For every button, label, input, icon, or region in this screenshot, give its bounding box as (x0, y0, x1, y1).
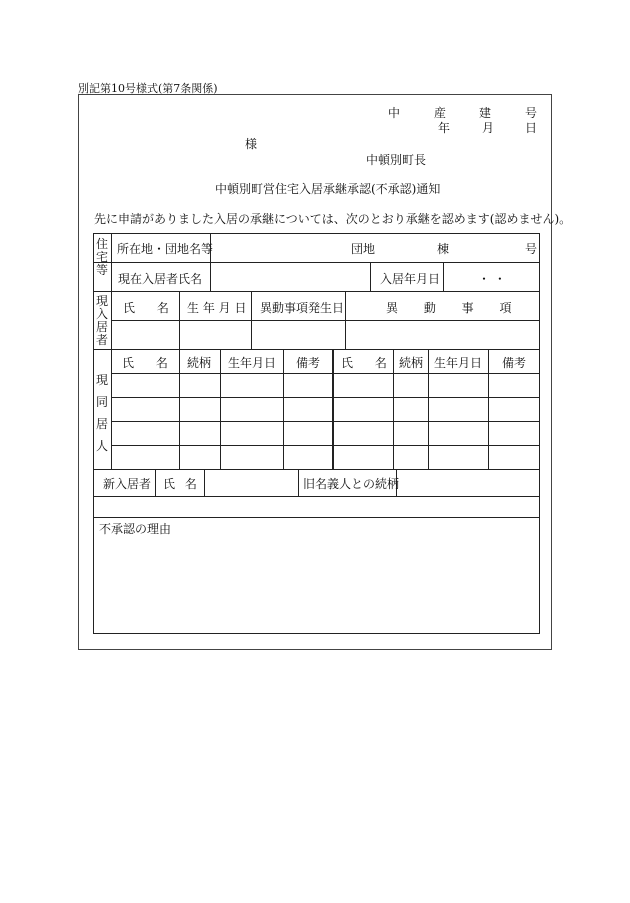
intro-text: 先に申請がありました入居の承継については、次のとおり承継を認めます(認めません)。 (94, 212, 572, 226)
address-unit-danchi: 団地 (351, 242, 376, 256)
date-year: 年 (438, 121, 451, 135)
date-month: 月 (482, 121, 495, 135)
doc-number-char-1: 中 (388, 106, 401, 120)
cohab-relation-header-left: 続柄 (187, 356, 212, 370)
relation-to-former-label: 旧名義人との続柄 (303, 477, 400, 491)
issuer: 中頓別町長 (366, 153, 427, 167)
document-title: 中頓別町営住宅入居承継承認(不承認)通知 (215, 182, 441, 196)
address-label: 所在地・団地名等 (117, 242, 214, 256)
cohab-birth-header-left: 生年月日 (228, 356, 277, 370)
address-unit-room: 号 (525, 242, 538, 256)
current-tenant-section-label: 現 入 居 者 (95, 294, 108, 347)
notice-table (93, 233, 540, 634)
addressee-suffix: 様 (245, 137, 258, 151)
rejection-reason-label: 不承認の理由 (99, 522, 172, 536)
tenant-name-header: 氏 名 (123, 301, 169, 315)
doc-number-char-3: 建 (479, 106, 492, 120)
cohab-birth-header-right: 生年月日 (434, 356, 483, 370)
date-day: 日 (525, 121, 538, 135)
change-header: 異 動 事 項 (386, 301, 512, 315)
cohab-name-header-right: 氏 名 (341, 356, 387, 370)
housing-section-label: 住 宅 等 (95, 237, 108, 277)
address-unit-building: 棟 (437, 242, 450, 256)
doc-number-char-2: 産 (434, 106, 447, 120)
change-date-header: 異動事項発生日 (260, 301, 345, 315)
current-tenant-name-label: 現在入居者氏名 (118, 272, 203, 286)
move-in-date-label: 入居年月日 (380, 272, 441, 286)
cohab-note-header-left: 備考 (296, 356, 321, 370)
cohab-relation-header-right: 続柄 (399, 356, 424, 370)
cohabitant-section-label: 現 同 居 人 (95, 373, 108, 453)
move-in-date-value: ・ ・ (478, 272, 506, 286)
new-tenant-name-label: 氏 名 (163, 477, 197, 491)
form-id: 別記第10号様式(第7条関係) (78, 82, 218, 95)
new-tenant-label: 新入居者 (103, 477, 152, 491)
doc-number-char-4: 号 (525, 106, 538, 120)
tenant-birth-header: 生 年 月 日 (187, 301, 247, 315)
cohab-name-header-left: 氏 名 (122, 356, 168, 370)
cohab-note-header-right: 備考 (502, 356, 527, 370)
